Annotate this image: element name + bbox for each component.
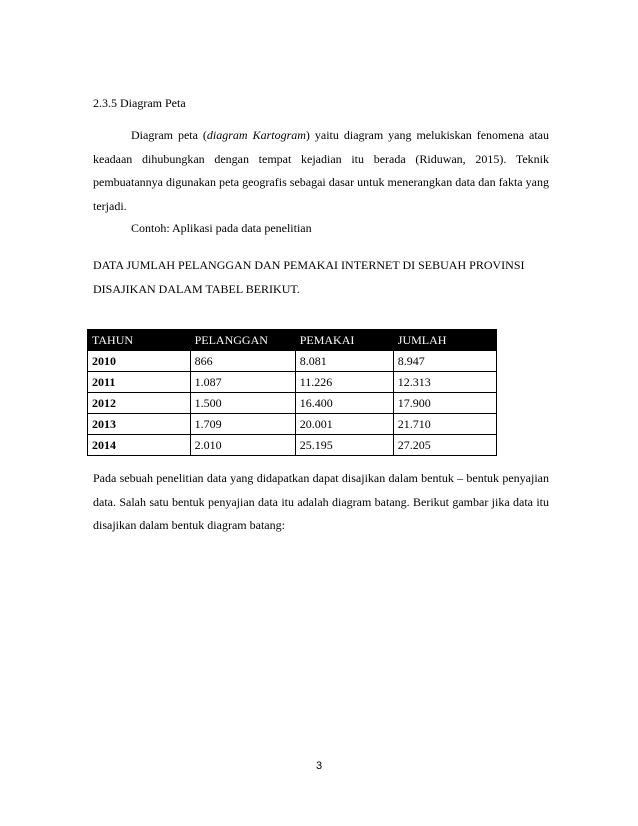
cell-pemakai: 16.400 [295, 393, 393, 414]
cell-pelanggan: 866 [190, 351, 295, 372]
paragraph-definition-italic: diagram Kartogram [206, 128, 306, 142]
paragraph-bar-chart-intro: Pada sebuah penelitian data yang didapatkan dapat disajikan dalam bentuk – bentuk penyajian data. Salah satu bentuk penyajian data itu adalah diagram batang. Berikut gambar jika data itu disajikan dalam bentuk diagram batang: [93, 471, 549, 533]
cell-jumlah: 21.710 [393, 414, 496, 435]
header-pemakai: PEMAKAI [295, 330, 393, 351]
section-heading: 2.3.5 Diagram Peta [93, 96, 186, 110]
table-row [88, 393, 497, 414]
cell-pemakai: 11.226 [295, 372, 393, 393]
header-tahun: TAHUN [88, 330, 191, 351]
cell-pelanggan: 2.010 [190, 435, 295, 456]
cell-jumlah: 8.947 [393, 351, 496, 372]
cell-year: 2011 [88, 372, 191, 393]
table-row [88, 372, 497, 393]
table-header-row [88, 330, 497, 351]
table-row [88, 414, 497, 435]
cell-year: 2012 [88, 393, 191, 414]
paragraph-definition-before: Diagram peta ( [131, 128, 207, 142]
cell-year: 2013 [88, 414, 191, 435]
data-table [87, 329, 497, 456]
cell-jumlah: 27.205 [393, 435, 496, 456]
table-row [88, 435, 497, 456]
cell-pemakai: 8.081 [295, 351, 393, 372]
cell-pelanggan: 1.500 [190, 393, 295, 414]
table-intro: DATA JUMLAH PELANGGAN DAN PEMAKAI INTERNET DI SEBUAH PROVINSI DISAJIKAN DALAM TABEL BERIKUT. [93, 258, 525, 296]
example-line: Contoh: Aplikasi pada data penelitian [131, 221, 312, 235]
cell-pelanggan: 1.087 [190, 372, 295, 393]
cell-jumlah: 12.313 [393, 372, 496, 393]
paragraph-definition-after: ) yaitu diagram yang melukiskan fenomena atau keadaan dihubungkan dengan tempat kejadian itu berada (Riduwan, 2015). Teknik pembuatannya digunakan peta geografis sebagai dasar untuk menerangkan data dan fakta yang terjadi. [93, 128, 550, 213]
cell-jumlah: 17.900 [393, 393, 496, 414]
header-pelanggan: PELANGGAN [190, 330, 295, 351]
page-number: 3 [315, 760, 323, 772]
paragraph-definition [93, 124, 549, 218]
cell-pelanggan: 1.709 [190, 414, 295, 435]
header-jumlah: JUMLAH [393, 330, 496, 351]
cell-year: 2010 [88, 351, 191, 372]
table-row [88, 351, 497, 372]
cell-year: 2014 [88, 435, 191, 456]
cell-pemakai: 25.195 [295, 435, 393, 456]
cell-pemakai: 20.001 [295, 414, 393, 435]
